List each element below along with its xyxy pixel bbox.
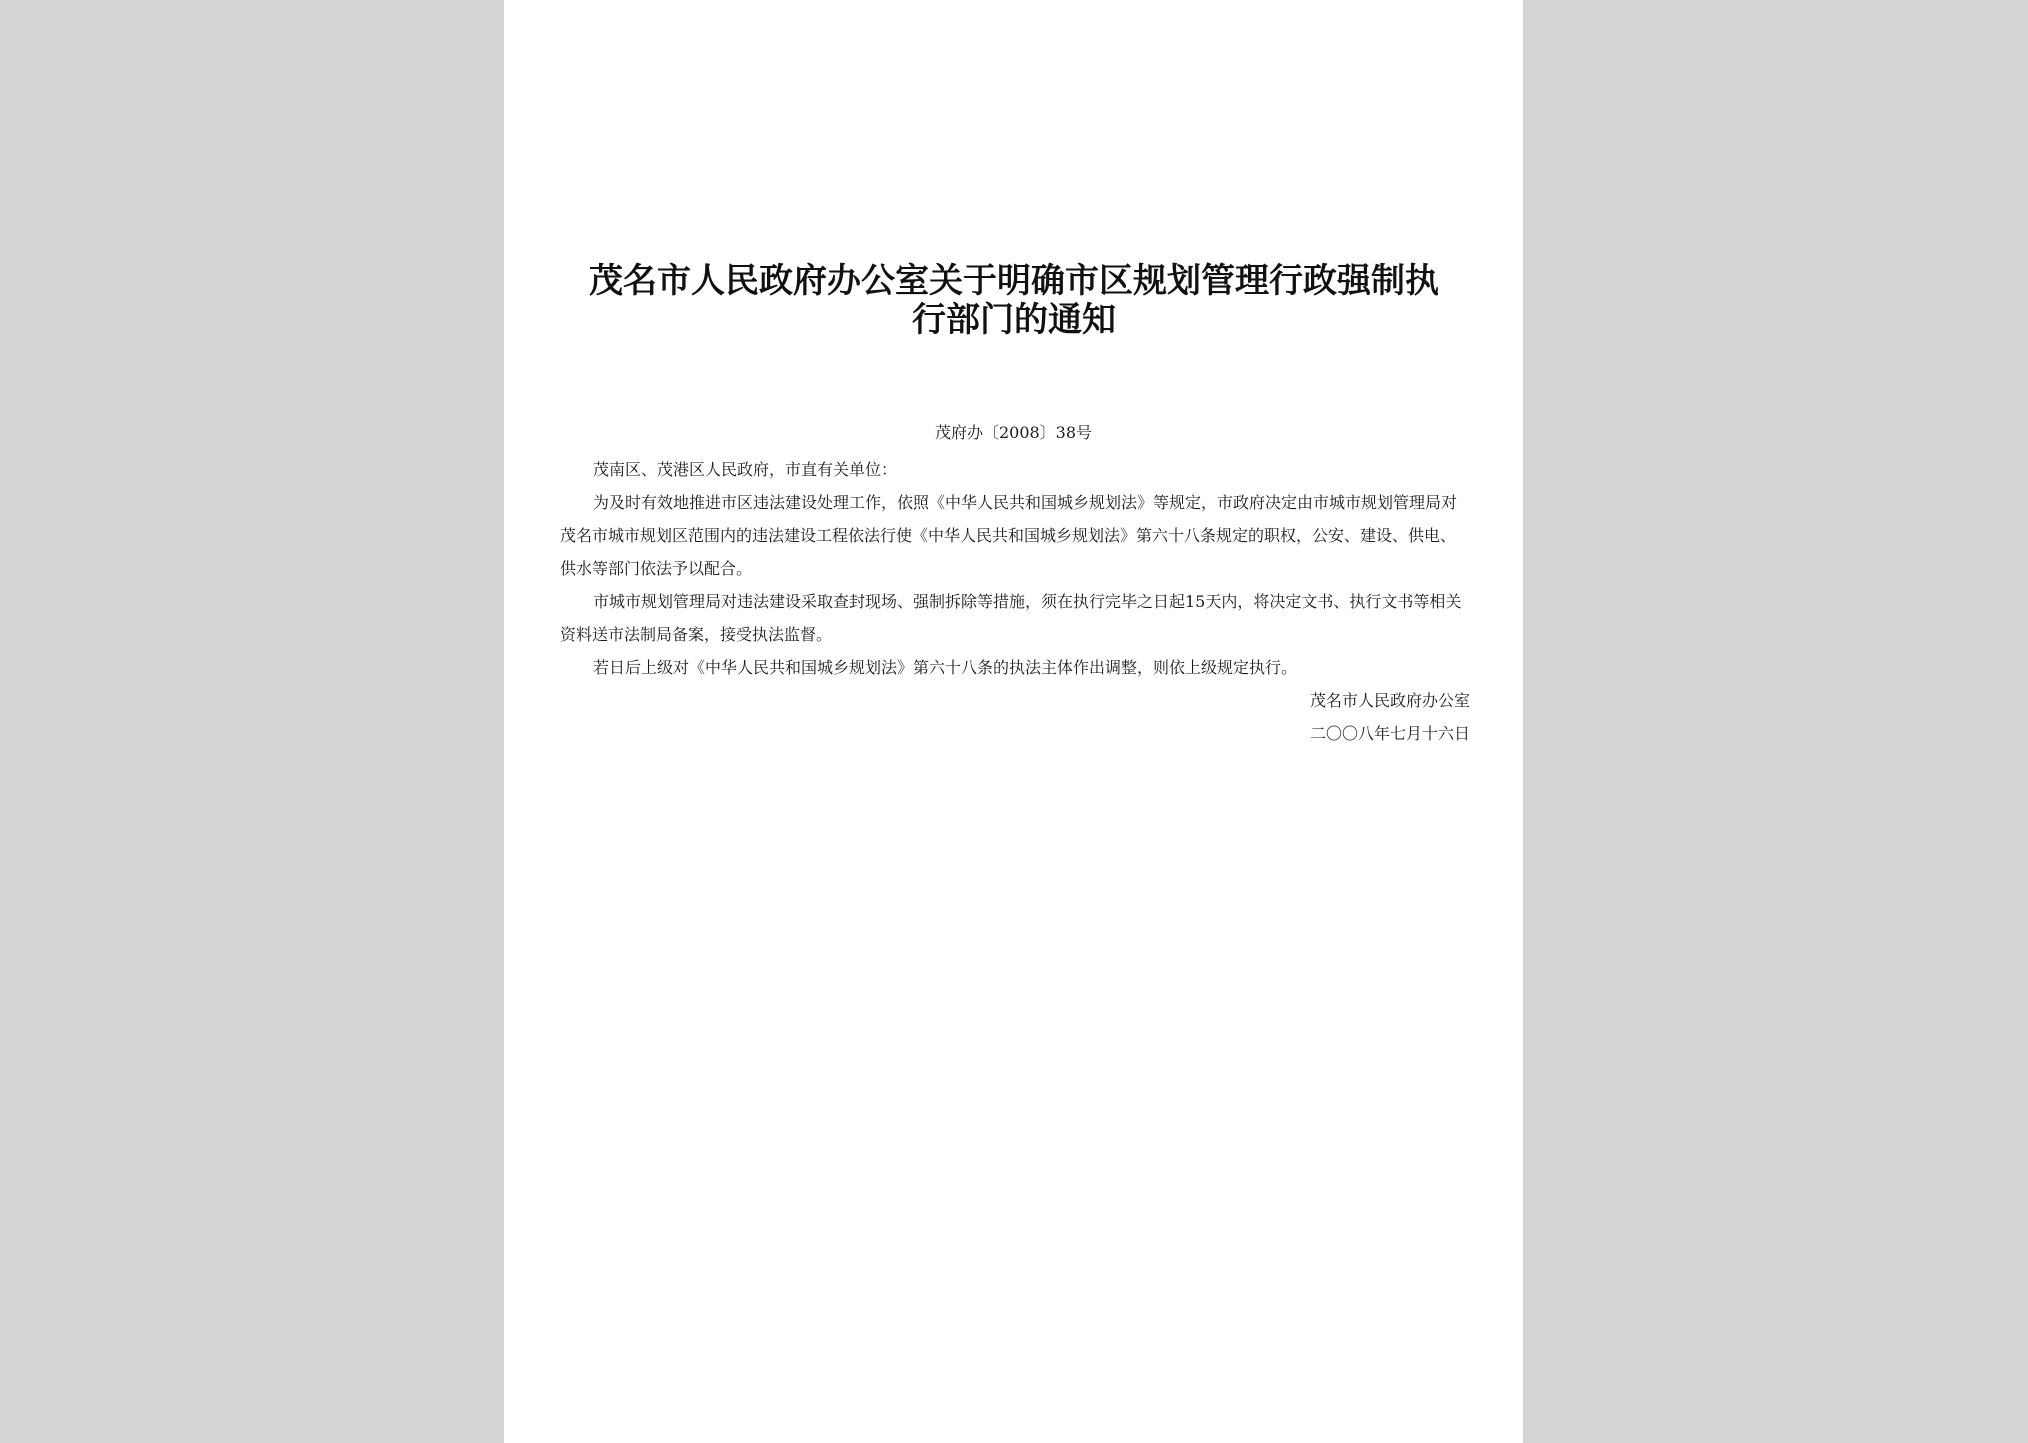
document-page: [504, 0, 1523, 1443]
addressee: 茂南区、茂港区人民政府，市直有关单位：: [593, 460, 898, 479]
issuer-signature: 茂名市人民政府办公室: [1309, 691, 1470, 710]
document-number: 茂府办〔2008〕38号: [934, 423, 1093, 442]
paragraph-3: 若日后上级对《中华人民共和国城乡规划法》第六十八条的执法主体作出调整，则依上级规定执行。: [593, 658, 1298, 677]
paragraph-2: 市城市规划管理局对违法建设采取查封现场、强制拆除等措施，须在执行完毕之日起15天内，将决定文书、执行文书等相关资料送市法制局备案，接受执法监督。: [560, 592, 1462, 644]
paragraph-1: 为及时有效地推进市区违法建设处理工作，依照《中华人民共和国城乡规划法》等规定，市政府决定由市城市规划管理局对茂名市城市规划区范围内的违法建设工程依法行使《中华人民共和国城乡规划法》第六十八条规定的职权，公安、建设、供电、供水等部门依法予以配合。: [560, 493, 1458, 578]
document-title: 茂名市人民政府办公室关于明确市区规划管理行政强制执行部门的通知: [589, 261, 1439, 340]
document-body: [560, 453, 1470, 750]
issue-date: 二〇〇八年七月十六日: [1309, 724, 1470, 743]
